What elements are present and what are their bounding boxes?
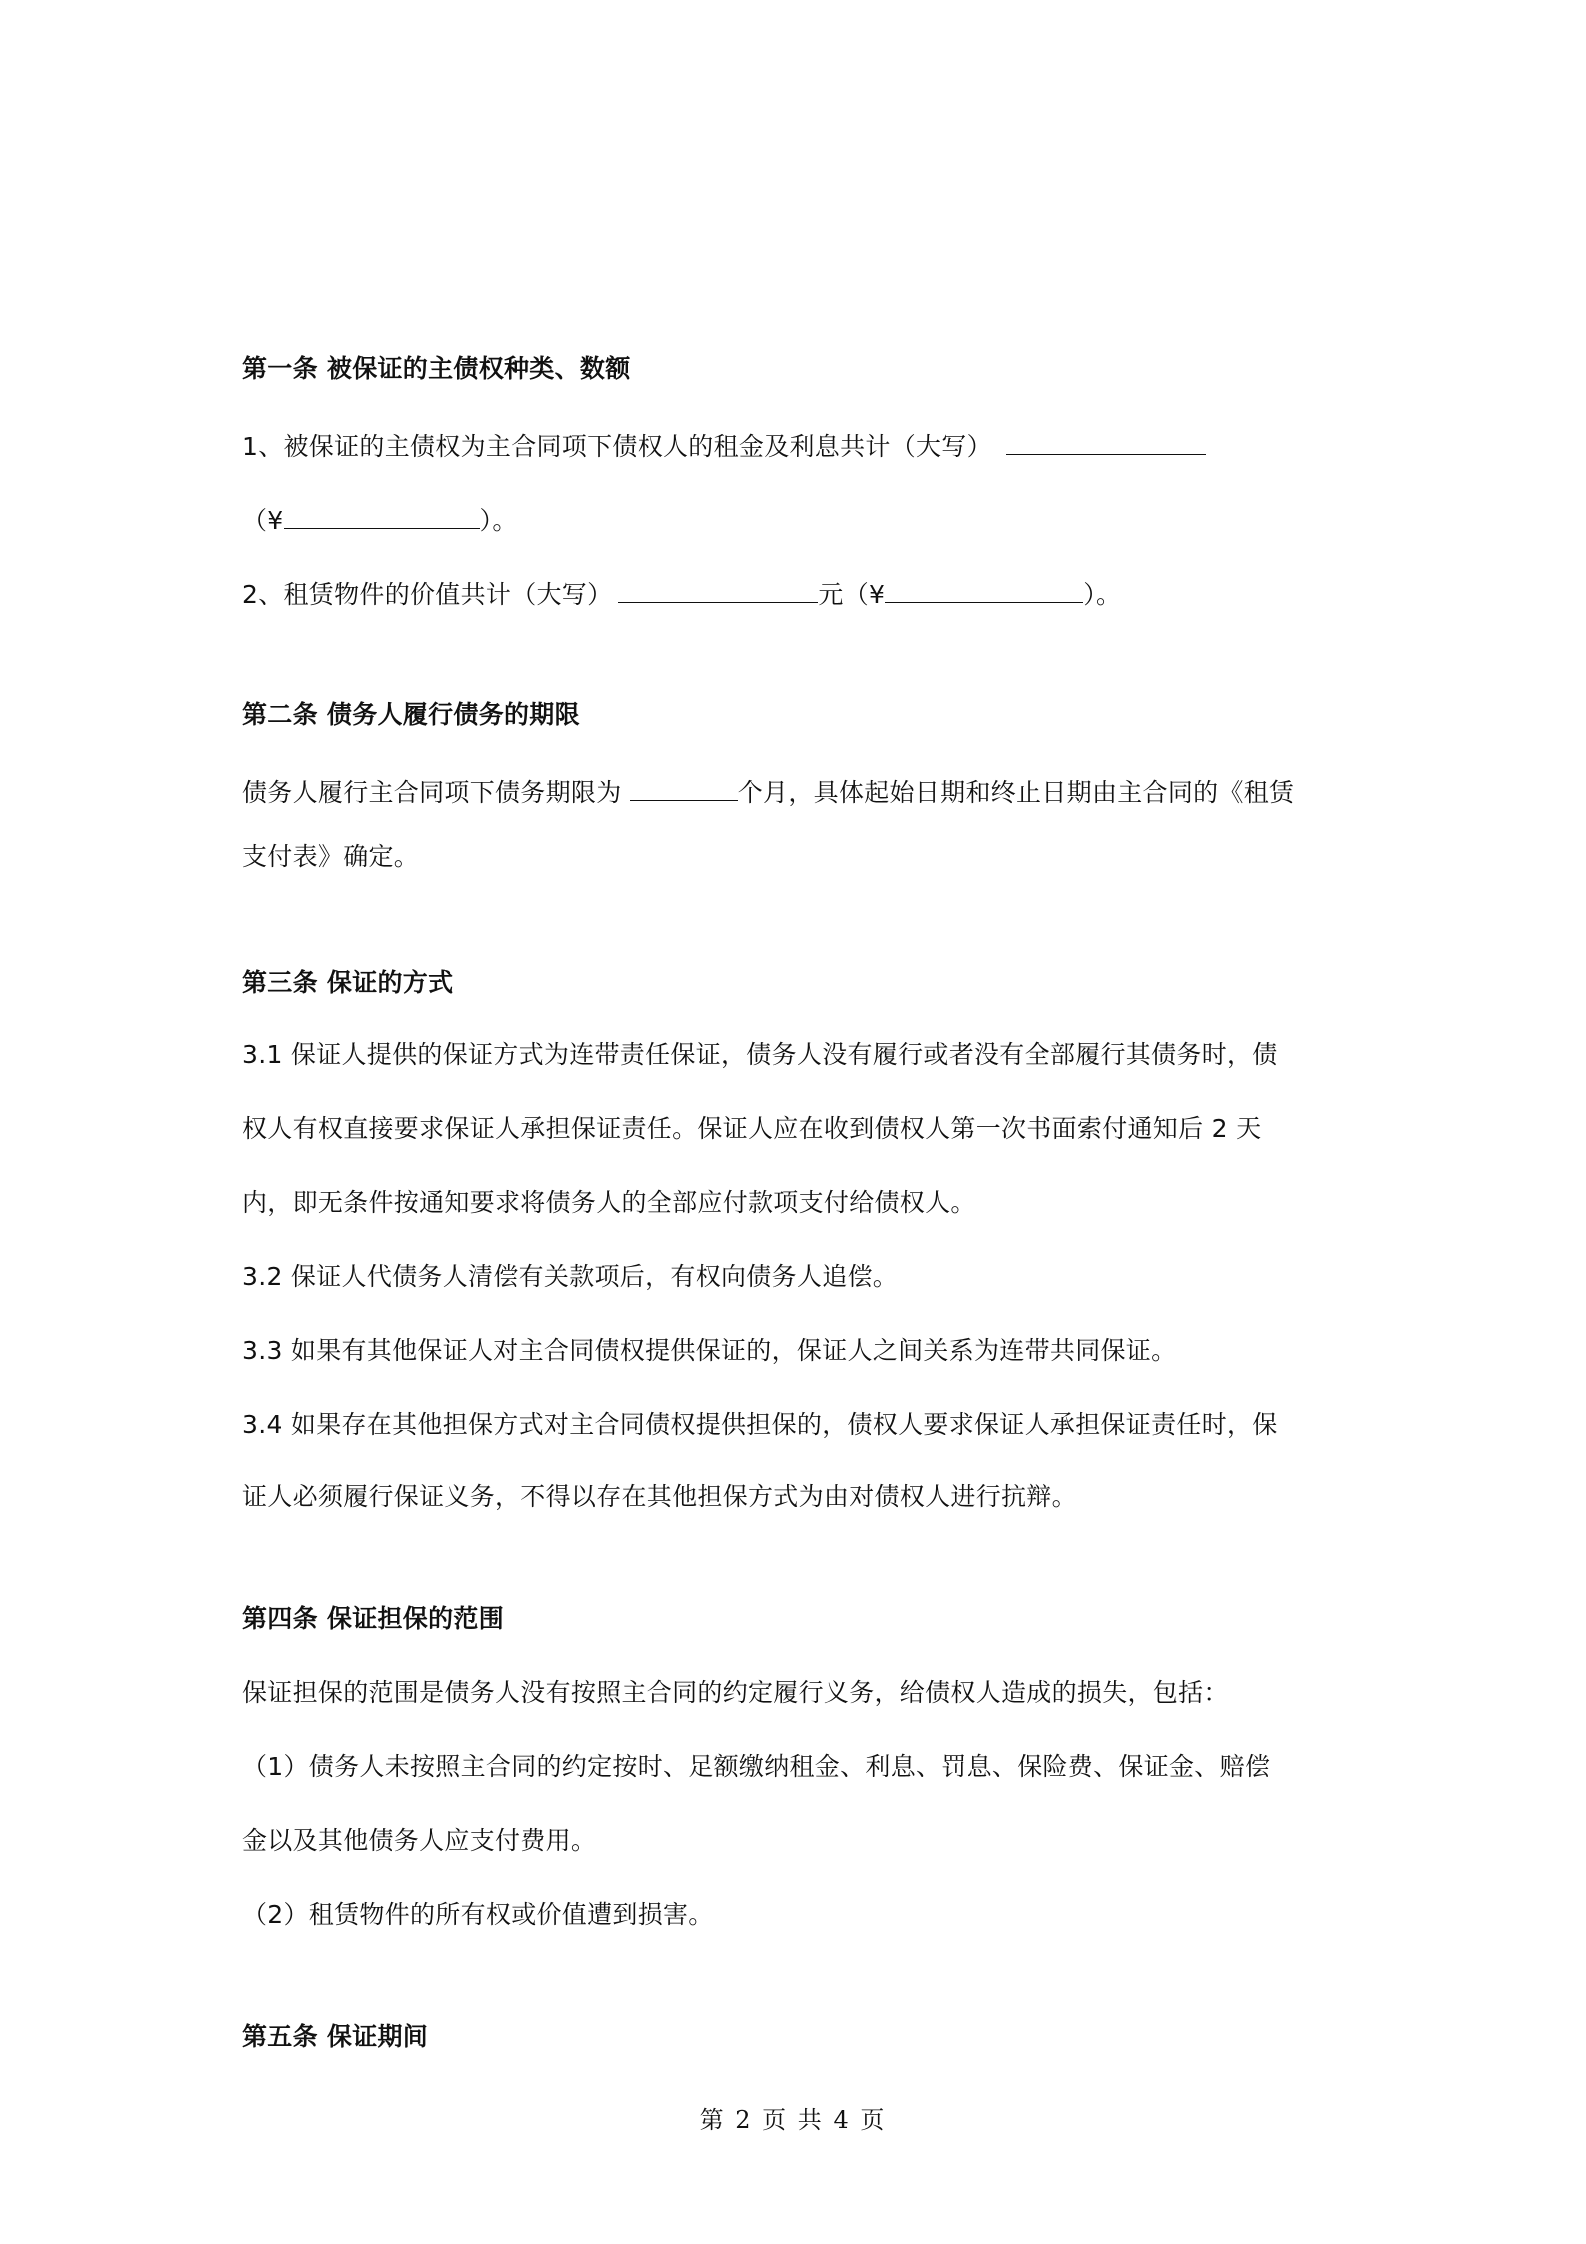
close-paren-2: ）。 — [1083, 580, 1122, 609]
value-number-blank[interactable] — [885, 576, 1083, 603]
article-2-suffix: 个月，具体起始日期和终止日期由主合同的《租赁 — [737, 778, 1295, 807]
close-paren: ）。 — [479, 506, 518, 535]
article-4-item-1-line-1: （1）债务人未按照主合同的约定按时、足额缴纳租金、利息、罚息、保险费、保证金、赔偿 — [242, 1752, 1271, 1781]
article-3-4-line-2: 证人必须履行保证义务，不得以存在其他担保方式为由对债权人进行抗辩。 — [242, 1482, 1077, 1511]
yen-open: （¥ — [242, 506, 284, 535]
article-1-item-2 — [242, 576, 1121, 612]
article-1-item-2-text: 2、租赁物件的价值共计（大写） — [242, 580, 613, 609]
value-words-blank[interactable] — [618, 576, 818, 603]
article-1-item-1-cont — [242, 502, 518, 538]
amount-number-blank[interactable] — [284, 502, 480, 529]
yuan-yen: 元（¥ — [818, 580, 886, 609]
article-5-heading: 第五条 保证期间 — [242, 2022, 429, 2051]
article-3-4-line-1: 3.4 如果存在其他担保方式对主合同债权提供担保的，债权人要求保证人承担保证责任时，保 — [242, 1410, 1278, 1439]
article-1-item-1 — [242, 428, 1206, 464]
article-4-heading: 第四条 保证担保的范围 — [242, 1604, 505, 1633]
article-1-heading: 第一条 被保证的主债权种类、数额 — [242, 354, 631, 383]
article-2-prefix: 债务人履行主合同项下债务期限为 — [242, 778, 630, 807]
article-3-2: 3.2 保证人代债务人清偿有关款项后，有权向债务人追偿。 — [242, 1262, 899, 1291]
article-4-item-1-line-2: 金以及其他债务人应支付费用。 — [242, 1826, 597, 1855]
article-3-1-line-3: 内，即无条件按通知要求将债务人的全部应付款项支付给债权人。 — [242, 1188, 976, 1217]
article-2-line-2: 支付表》确定。 — [242, 842, 420, 871]
article-3-1-line-1: 3.1 保证人提供的保证方式为连带责任保证，债务人没有履行或者没有全部履行其债务时，债 — [242, 1040, 1278, 1069]
article-2-line-1 — [242, 774, 1294, 810]
article-4-intro: 保证担保的范围是债务人没有按照主合同的约定履行义务，给债权人造成的损失，包括： — [242, 1678, 1229, 1707]
amount-words-blank[interactable] — [1006, 428, 1206, 455]
page-number: 第 2 页 共 4 页 — [699, 2106, 887, 2134]
article-3-heading: 第三条 保证的方式 — [242, 968, 454, 997]
months-blank[interactable] — [630, 774, 738, 801]
article-3-3: 3.3 如果有其他保证人对主合同债权提供保证的，保证人之间关系为连带共同保证。 — [242, 1336, 1177, 1365]
article-4-item-2: （2）租赁物件的所有权或价值遭到损害。 — [242, 1900, 714, 1929]
article-1-item-1-text: 1、被保证的主债权为主合同项下债权人的租金及利息共计（大写） — [242, 432, 992, 461]
article-2-heading: 第二条 债务人履行债务的期限 — [242, 700, 580, 729]
article-3-1-line-2: 权人有权直接要求保证人承担保证责任。保证人应在收到债权人第一次书面索付通知后 2 天 — [242, 1114, 1262, 1143]
